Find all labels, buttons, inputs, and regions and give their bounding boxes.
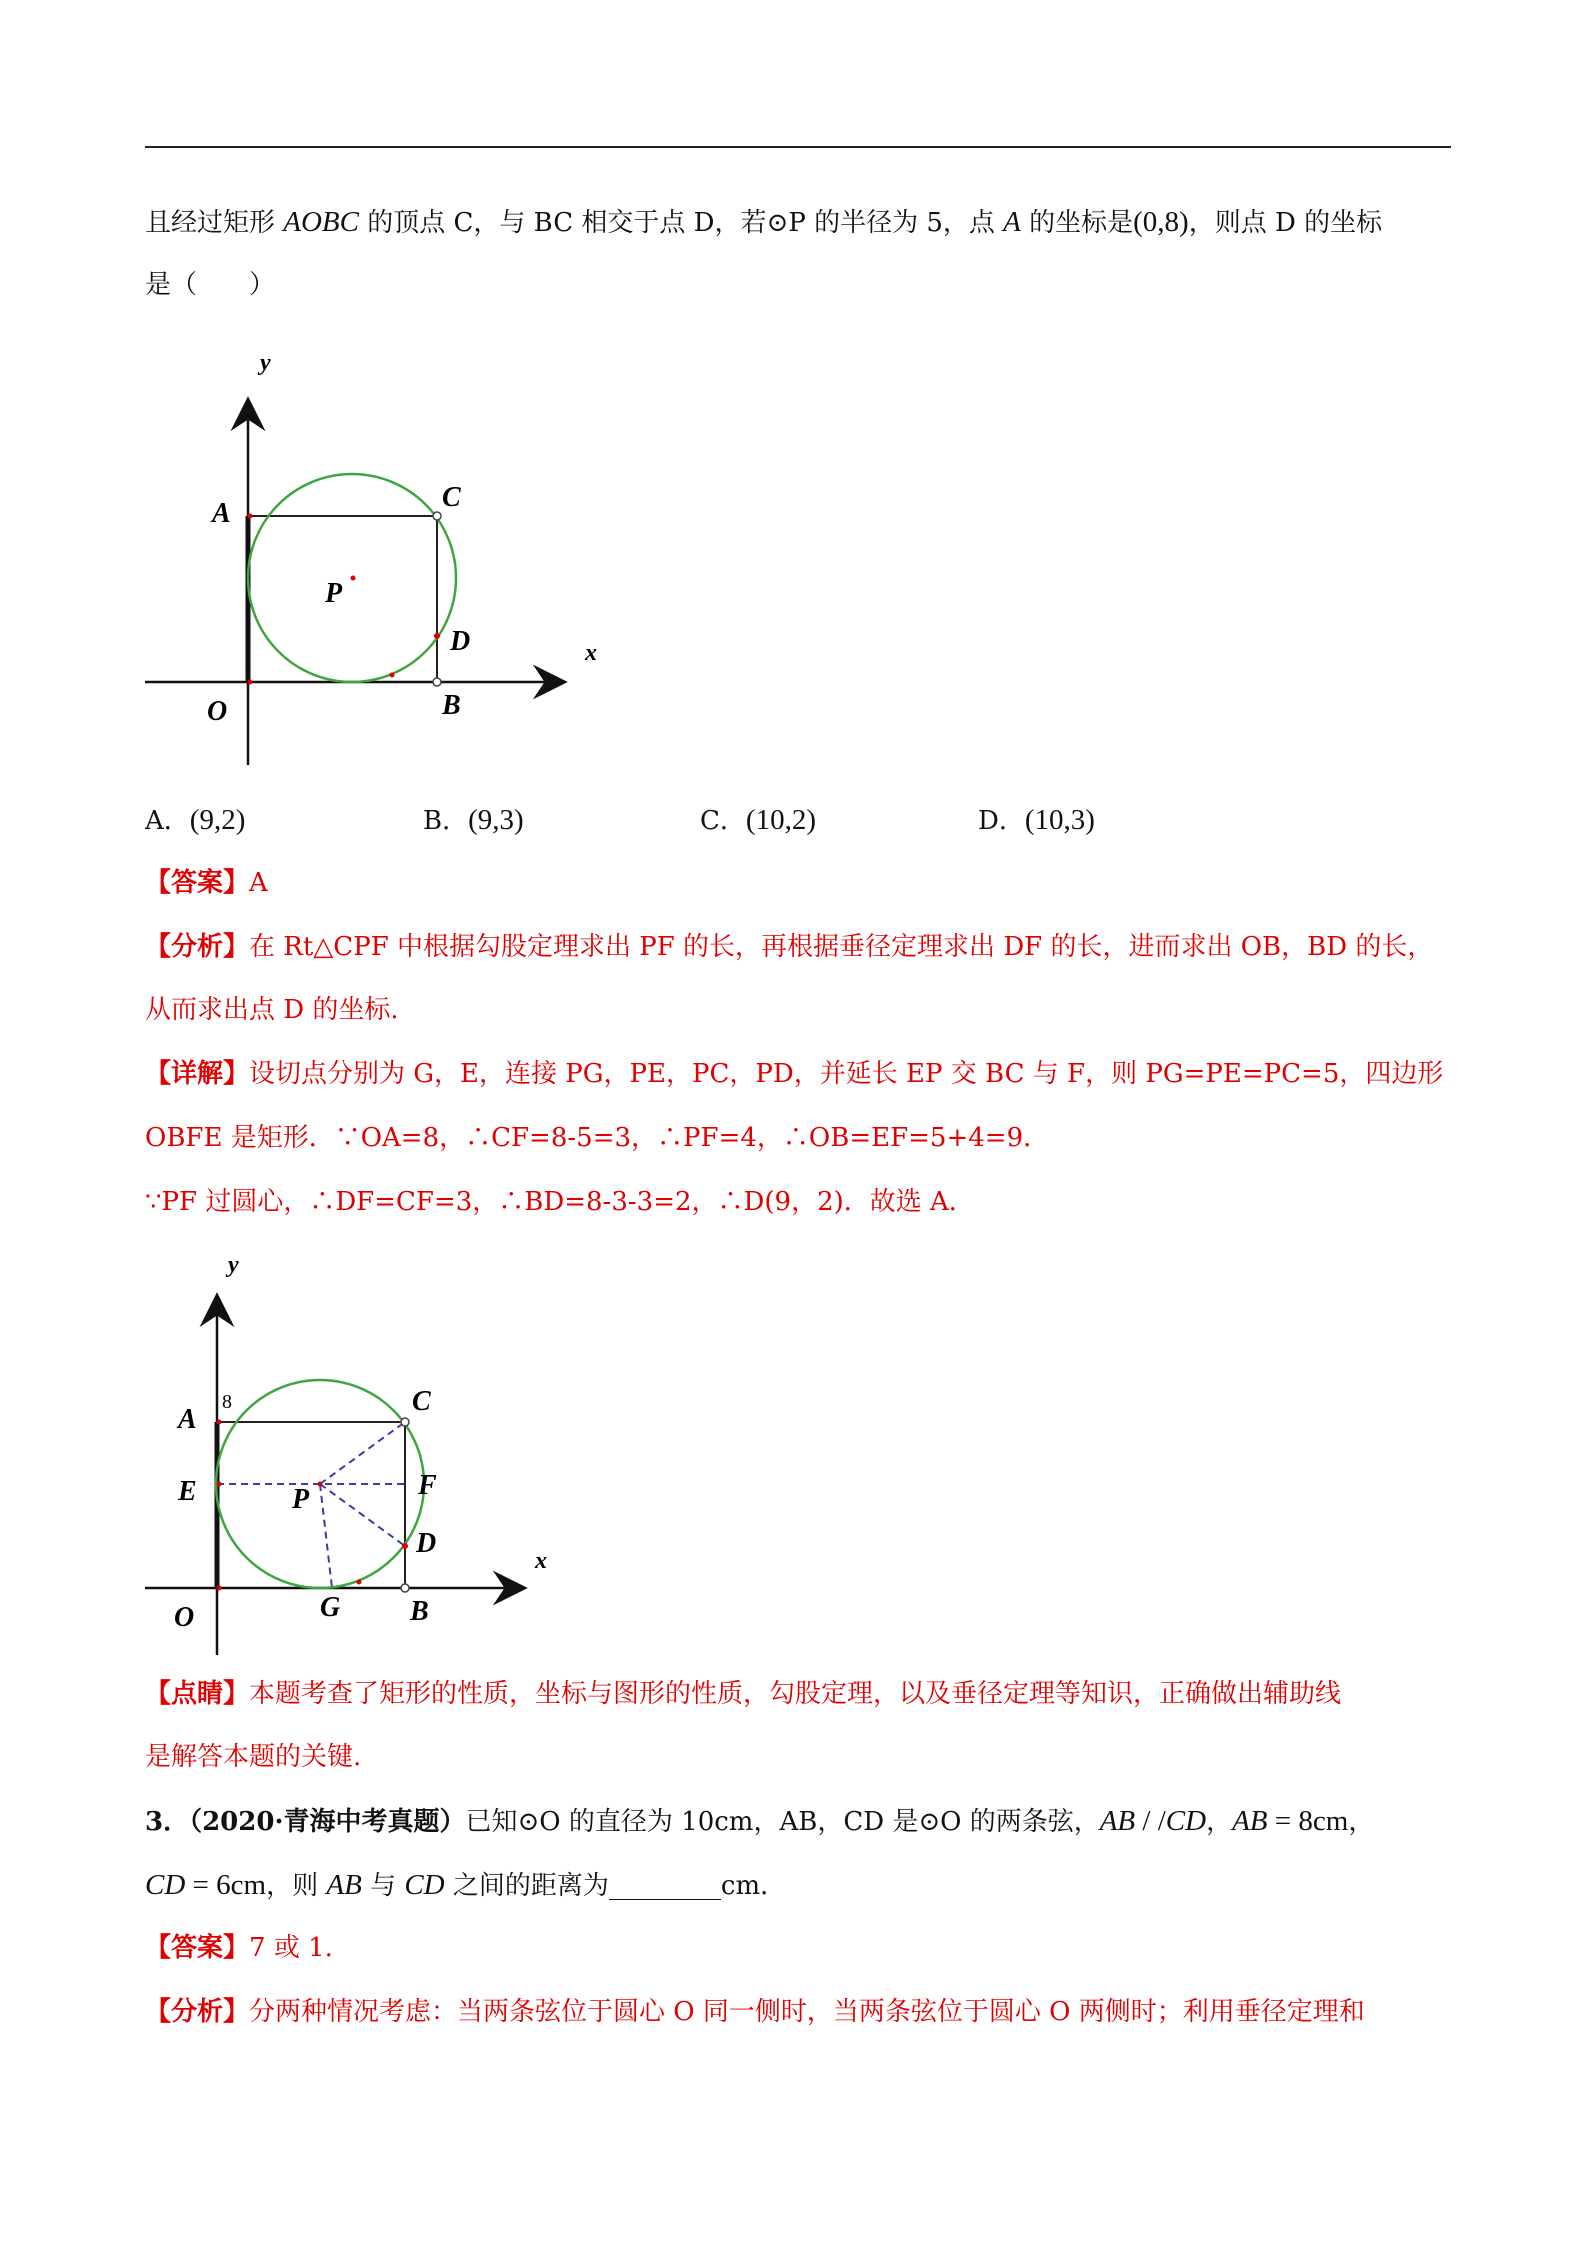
label-c: C [412,1386,431,1417]
q2-detail-line2: OBFE 是矩形．∵OA=8，∴CF=8-5=3，∴PF=4，∴OB=EF=5+4=9． [145,1123,1050,1153]
label-8: 8 [222,1391,232,1413]
comment-text: 本题考查了矩形的性质，坐标与图形的性质，勾股定理，以及垂径定理等知识，正确做出辅助线 [249,1679,1342,1709]
label-d: D [416,1528,437,1559]
q2-answer [145,863,1455,903]
point-o [217,1586,222,1591]
q3-stem-line2 [145,1865,1455,1906]
q3-analysis [145,1992,1455,2032]
label-b: B [410,1596,429,1627]
q3-math-ab: AB [1099,1805,1136,1837]
q3-answer-blank [609,1869,721,1900]
comment-tag: 【点睛】 [145,1679,250,1709]
point-c [401,1418,409,1426]
q3-math-cd-length: = 6cm [185,1869,267,1901]
point-b [433,678,441,686]
detail-tag: 【详解】 [145,1059,250,1089]
q2-detail-line3: ∵PF 过圆心，∴DF=CF=3，∴BD=8-3-3=2，∴D(9，2)．故选 A． [145,1187,975,1217]
point-b [401,1584,409,1592]
point-a [217,1420,222,1425]
label-p: P [292,1484,310,1515]
q2-comment-line2: 是解答本题的关键. [145,1742,362,1772]
q3-answer [145,1928,1455,1968]
q2-detail-line1 [145,1054,1455,1094]
q3-math-ab: AB [326,1869,362,1901]
option-a [145,800,245,841]
answer-text: 7 或 1. [249,1933,333,1963]
label-x: x [535,1548,547,1574]
point-tangent-x [390,673,395,678]
q2-stem-math-a: A [1003,206,1021,238]
q3-source: （2020·青海中考真题） [189,1807,466,1837]
label-p: P [325,578,343,609]
q3-math-parallel: / / [1135,1805,1166,1837]
label-g: G [320,1592,341,1623]
analysis-tag: 【分析】 [145,932,250,962]
option-value: (10,3) [1024,804,1095,836]
detail-text: 设切点分别为 G，E，连接 PG，PE，PC，PD，并延长 EP 交 BC 与 F，则 PG=PE=PC=5，四边形 [249,1059,1444,1089]
q2-stem-math-aobc: AOBC [283,206,359,238]
label-c: C [442,482,461,513]
answer-tag: 【答案】 [145,1933,250,1963]
point-d [402,1543,408,1549]
label-f: F [418,1470,437,1501]
rectangle-aobc [217,1422,405,1588]
q3-math-cd: CD [145,1869,186,1901]
q2-stem-line1 [145,202,1455,243]
option-b [423,800,524,841]
answer-tag: 【答案】 [145,868,250,898]
label-a: A [212,498,231,529]
q3-stem-text: 与 [361,1871,405,1901]
point-p [351,576,356,581]
option-value: (9,2) [189,804,246,836]
label-e: E [178,1476,197,1507]
label-b: B [442,690,461,721]
q2-figure-2 [140,1250,580,1660]
label-y: y [260,350,271,376]
q2-stem-text: 且经过矩形 [145,208,284,238]
q2-stem-line2: 是（ ） [145,270,276,300]
q3-math-cd: CD [1165,1805,1207,1837]
q3-math-cd: CD [404,1869,445,1901]
option-value: (10,2) [745,804,816,836]
q2-stem-text: 的坐标是 [1020,208,1134,238]
option-value: (9,3) [468,804,524,836]
q2-stem-text: 的顶点 C，与 BC 相交于点 D，若⊙P 的半径为 5，点 [358,208,1004,238]
label-y: y [228,1252,239,1278]
label-x: x [585,640,597,666]
q2-stem-text: ，则点 D 的坐标 [1188,208,1383,238]
label-d: D [450,626,471,657]
q3-stem-text: ， [1206,1807,1233,1837]
label-o: O [207,696,228,727]
option-letter: D． [978,806,1025,836]
q3-math-ab: AB [1232,1805,1268,1837]
q3-number: 3． [145,1807,190,1837]
analysis-text: 在 Rt△CPF 中根据勾股定理求出 PF 的长，再根据垂径定理求出 DF 的长，进而求出 OB，BD 的长， [249,932,1434,962]
label-o: O [174,1602,195,1633]
point-a [248,514,253,519]
q3-math-ab-length: = 8cm [1267,1805,1349,1837]
q3-stem-text: ，则 [266,1871,327,1901]
point-e [217,1482,222,1487]
point-p [318,1482,323,1487]
q3-stem-text: 已知⊙O 的直径为 10cm，AB，CD 是⊙O 的两条弦， [465,1807,1100,1837]
analysis-text: 分两种情况考虑：当两条弦位于圆心 O 同一侧时，当两条弦位于圆心 O 两侧时；利用垂径定理和 [249,1997,1365,2027]
q2-analysis-line1 [145,927,1455,967]
point-c [433,512,441,520]
option-letter: B． [423,806,469,836]
q2-stem-math-coord: (0,8) [1133,206,1189,238]
header-rule [145,146,1451,148]
q2-figure-1 [140,340,610,770]
q2-comment-line1 [145,1674,1455,1714]
option-d [978,800,1095,841]
option-letter: C． [700,806,746,836]
q3-stem-text: cm． [720,1871,787,1901]
point-o [248,680,253,685]
q2-analysis-line2: 从而求出点 D 的坐标. [145,995,399,1025]
q3-stem-text: ， [1348,1807,1375,1837]
option-letter: A． [145,806,190,836]
analysis-tag: 【分析】 [145,1997,250,2027]
auxiliary-lines [217,1422,405,1588]
point-g [357,1580,362,1585]
q3-stem-line1 [145,1801,1455,1842]
rectangle-aobc [248,516,437,682]
option-c [700,800,816,841]
q3-stem-text: 之间的距离为 [444,1871,609,1901]
answer-text: A [249,868,268,898]
point-d [434,633,440,639]
label-a: A [178,1404,197,1435]
